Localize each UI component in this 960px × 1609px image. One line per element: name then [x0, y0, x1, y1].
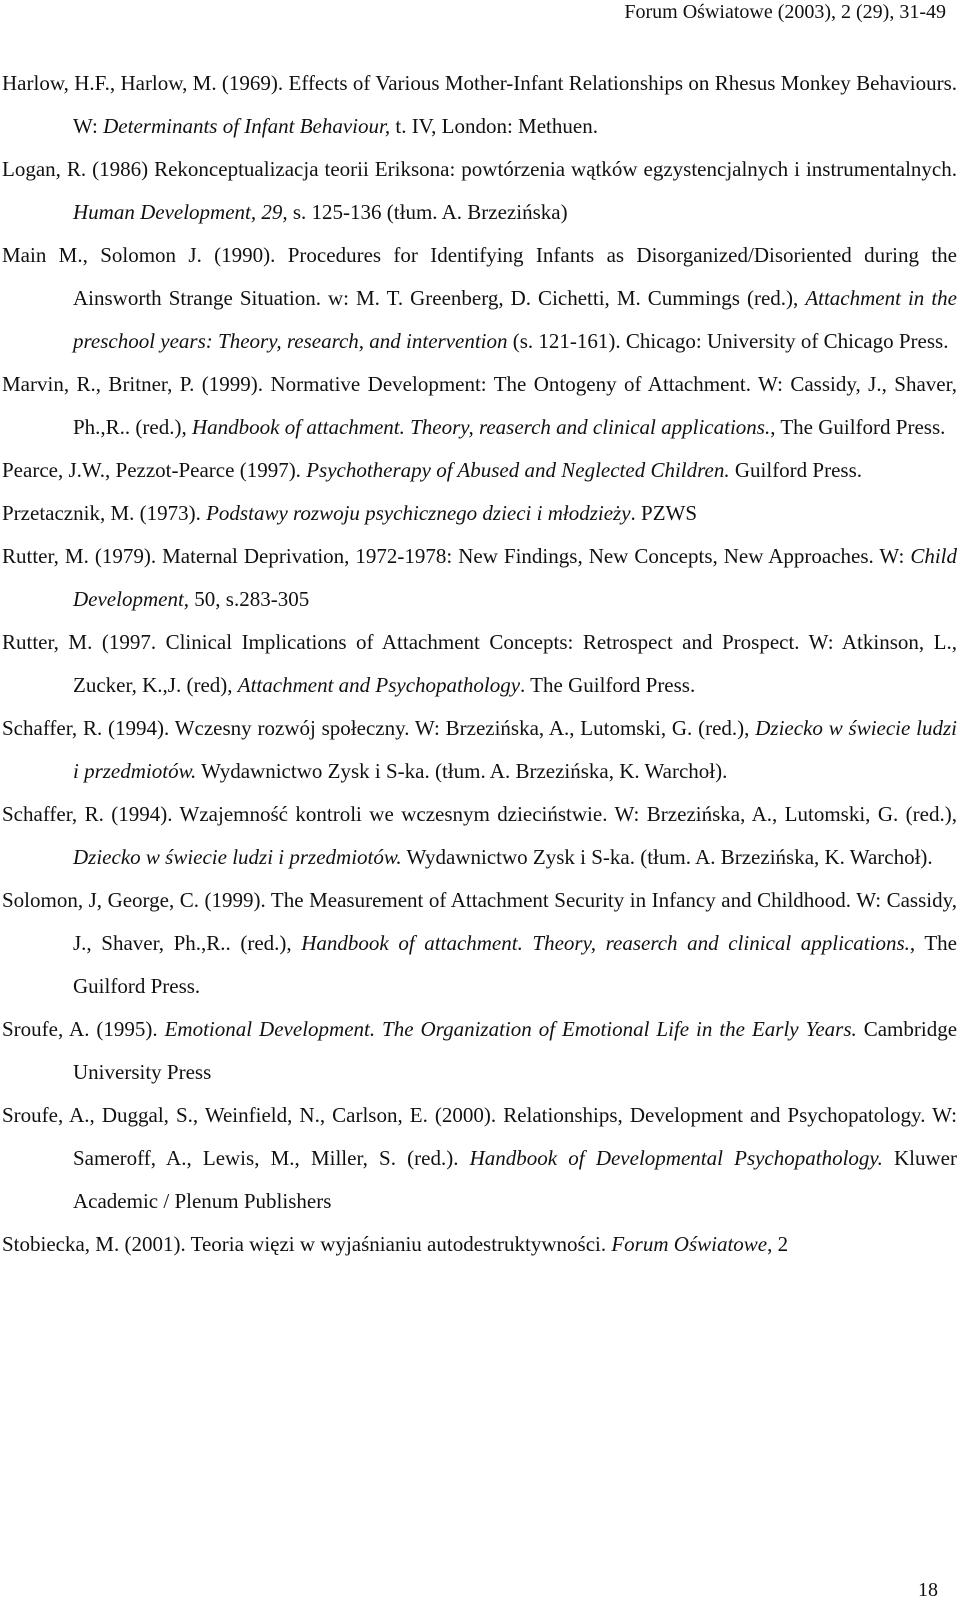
reference-entry: [2, 535, 957, 621]
reference-title-italic: Attachment in the preschool years: Theory, research, and intervention: [73, 286, 957, 353]
reference-text: , The Guilford Press.: [73, 931, 957, 998]
reference-text: Wydawnictwo Zysk i S-ka. (tłum. A. Brzezińska, K. Warchoł).: [196, 759, 728, 783]
reference-text: , The Guilford Press.: [770, 415, 946, 439]
reference-text: . PZWS: [630, 501, 698, 525]
reference-entry: [2, 1094, 957, 1223]
reference-entry: [2, 234, 957, 363]
reference-text: . The Guilford Press.: [520, 673, 696, 697]
reference-text: t. IV, London: Methuen.: [390, 114, 598, 138]
reference-text: Guilford Press.: [729, 458, 863, 482]
reference-text: Sroufe, A. (1995).: [2, 1017, 165, 1041]
reference-entry: [2, 1223, 957, 1266]
reference-entry: [2, 879, 957, 1008]
reference-text: Wydawnictwo Zysk i S-ka. (tłum. A. Brzezińska, K. Warchoł).: [401, 845, 933, 869]
reference-title-italic: Forum Oświatowe: [611, 1232, 768, 1256]
reference-title-italic: Handbook of Developmental Psychopathology.: [469, 1146, 883, 1170]
running-header: Forum Oświatowe (2003), 2 (29), 31-49: [624, 1, 946, 23]
reference-text: , 50, s.283-305: [183, 587, 310, 611]
reference-title-italic: Handbook of attachment. Theory, reaserch and clinical applications.: [192, 415, 771, 439]
reference-title-italic: Emotional Development. The Organization of Emotional Life in the Early Years.: [164, 1017, 857, 1041]
reference-text: s. 125-136 (tłum. A. Brzezińska): [287, 200, 568, 224]
reference-title-italic: Dziecko w świecie ludzi i przedmiotów.: [73, 716, 958, 783]
reference-text: Schaffer, R. (1994). Wczesny rozwój społeczny. W: Brzezińska, A., Lutomski, G. (red.),: [2, 716, 756, 740]
reference-title-italic: Podstawy rozwoju psychicznego dzieci i młodzieży: [206, 501, 631, 525]
reference-entry: [2, 449, 957, 492]
reference-text: Solomon, J, George, C. (1999). The Measurement of Attachment Security in Infancy and Childhood. W: Cassidy, J., Shaver, Ph.,R.. (red.),: [2, 888, 957, 955]
reference-text: Pearce, J.W., Pezzot-Pearce (1997).: [2, 458, 307, 482]
reference-text: Kluwer Academic / Plenum Publishers: [73, 1146, 958, 1213]
reference-entry: [2, 793, 957, 879]
reference-entry: [2, 148, 957, 234]
reference-title-italic: Attachment and Psychopathology: [237, 673, 521, 697]
reference-text: Stobiecka, M. (2001). Teoria więzi w wyjaśnianiu autodestruktywności.: [2, 1232, 612, 1256]
reference-entry: [2, 363, 957, 449]
reference-title-italic: Handbook of attachment. Theory, reaserch and clinical applications.: [301, 931, 910, 955]
reference-entry: [2, 492, 957, 535]
reference-text: Schaffer, R. (1994). Wzajemność kontroli we wczesnym dzieciństwie. W: Brzezińska, A., Lutomski, G. (red.),: [2, 802, 957, 826]
reference-entry: [2, 707, 957, 793]
reference-title-italic: Psychotherapy of Abused and Neglected Children.: [306, 458, 730, 482]
reference-title-italic: Human Development, 29,: [73, 200, 288, 224]
reference-text: Cambridge University Press: [73, 1017, 958, 1084]
reference-title-italic: Dziecko w świecie ludzi i przedmiotów.: [73, 845, 402, 869]
reference-text: Harlow, H.F., Harlow, M. (1969). Effects of Various Mother-Infant Relationships on Rhesus Monkey Behaviours. W:: [2, 71, 957, 138]
reference-text: Main M., Solomon J. (1990). Procedures for Identifying Infants as Disorganized/Disoriented during the Ainsworth Strange Situation. w: M. T. Greenberg, D. Cichetti, M. Cummings (red.),: [2, 243, 957, 310]
reference-text: Logan, R. (1986) Rekonceptualizacja teorii Eriksona: powtórzenia wątków egzystencjalnych i instrumentalnych.: [2, 157, 957, 181]
reference-title-italic: Determinants of Infant Behaviour,: [103, 114, 391, 138]
reference-entry: [2, 1008, 957, 1094]
reference-title-italic: Child Development: [73, 544, 957, 611]
reference-text: Sroufe, A., Duggal, S., Weinfield, N., Carlson, E. (2000). Relationships, Development and Psychopatology. W: Sameroff, A., Lewis, M., Miller, S. (red.).: [2, 1103, 957, 1170]
page-number: 18: [918, 1579, 938, 1601]
reference-text: Rutter, M. (1979). Maternal Deprivation, 1972-1978: New Findings, New Concepts, New Approaches. W:: [2, 544, 911, 568]
reference-text: (s. 121-161). Chicago: University of Chicago Press.: [507, 329, 949, 353]
reference-entry: [2, 62, 957, 148]
reference-text: Przetacznik, M. (1973).: [2, 501, 207, 525]
reference-text: Rutter, M. (1997. Clinical Implications of Attachment Concepts: Retrospect and Prospect. W: Atkinson, L., Zucker, K.,J. (red),: [2, 630, 957, 697]
reference-list: [2, 62, 957, 1266]
reference-entry: [2, 621, 957, 707]
reference-text: Marvin, R., Britner, P. (1999). Normative Development: The Ontogeny of Attachment. W: Cassidy, J., Shaver, Ph.,R.. (red.),: [2, 372, 957, 439]
reference-text: , 2: [767, 1232, 789, 1256]
